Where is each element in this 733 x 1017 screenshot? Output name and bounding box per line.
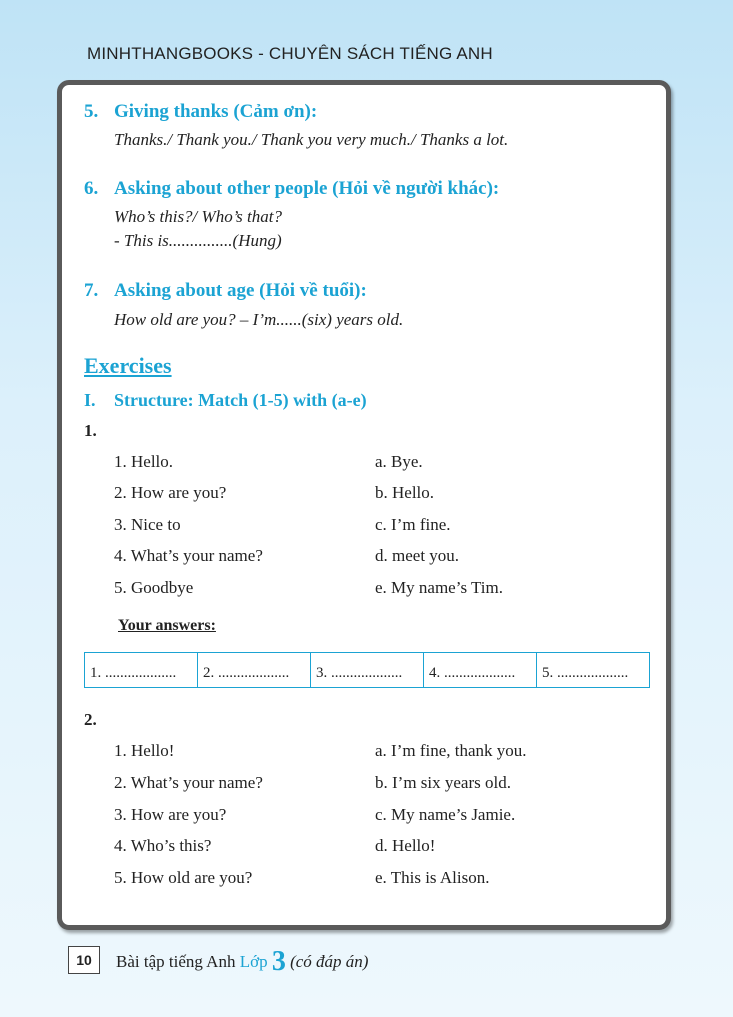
part-1-title: I. Structure: Match (1-5) with (a-e) bbox=[84, 390, 367, 410]
set-1-left-2: 2. How are you? bbox=[114, 483, 227, 502]
set-2-right-e: e. This is Alison. bbox=[375, 868, 490, 887]
set-2-left-5: 5. How old are you? bbox=[114, 868, 253, 887]
set-1-left-3: 3. Nice to bbox=[114, 515, 181, 534]
set-2-left-3: 3. How are you? bbox=[114, 805, 227, 824]
page-header: MINHTHANGBOOKS - CHUYÊN SÁCH TIẾNG ANH bbox=[87, 44, 493, 63]
set-1-left-1: 1. Hello. bbox=[114, 452, 174, 471]
answer-cell[interactable]: 5. ................... bbox=[542, 665, 629, 681]
set-1-right-e: e. My name’s Tim. bbox=[375, 578, 503, 597]
exercises-heading: Exercises bbox=[84, 353, 172, 378]
answer-cell[interactable]: 2. ................... bbox=[198, 653, 311, 687]
set-1-right-b: b. Hello. bbox=[375, 483, 435, 502]
footer-book-title: Bài tập tiếng Anh Lớp 3 (có đáp án) bbox=[116, 946, 369, 977]
set-1-left-4: 4. What’s your name? bbox=[114, 546, 263, 565]
set-2-left-2: 2. What’s your name? bbox=[114, 773, 263, 792]
set-2-left-1: 1. Hello! bbox=[114, 741, 175, 760]
answers-table bbox=[84, 652, 650, 688]
section-6-line-2: - This is...............(Hung) bbox=[114, 231, 282, 250]
set-2-right-c: c. My name’s Jamie. bbox=[375, 805, 516, 824]
set-1-right-d: d. meet you. bbox=[375, 546, 460, 565]
answer-cell[interactable]: 4. ................... bbox=[424, 653, 537, 687]
set-2-right-a: a. I’m fine, thank you. bbox=[375, 741, 527, 760]
page-number: 10 bbox=[68, 946, 100, 974]
answers-label: Your answers: bbox=[118, 617, 216, 634]
set-2-right-b: b. I’m six years old. bbox=[375, 773, 511, 792]
set-1-label: 1. bbox=[84, 421, 97, 440]
answer-cell[interactable]: 3. ................... bbox=[311, 653, 424, 687]
section-5-line-1: Thanks./ Thank you./ Thank you very much./ Thanks a lot. bbox=[114, 130, 509, 149]
section-6-title: 6. Asking about other people (Hỏi về người khác): bbox=[84, 178, 500, 199]
set-2-left-4: 4. Who’s this? bbox=[114, 836, 212, 855]
section-5-title: 5. Giving thanks (Cảm ơn): bbox=[84, 101, 318, 122]
set-1-left-5: 5. Goodbye bbox=[114, 578, 194, 597]
answer-cell[interactable]: 1. ................... bbox=[85, 653, 198, 687]
section-7-title: 7. Asking about age (Hỏi về tuổi): bbox=[84, 280, 367, 301]
set-2-label: 2. bbox=[84, 710, 97, 729]
set-1-right-a: a. Bye. bbox=[375, 452, 423, 471]
set-2-right-d: d. Hello! bbox=[375, 836, 436, 855]
section-7-line-1: How old are you? – I’m......(six) years old. bbox=[114, 310, 404, 329]
set-1-right-c: c. I’m fine. bbox=[375, 515, 451, 534]
section-6-line-1: Who’s this?/ Who’s that? bbox=[114, 207, 282, 226]
